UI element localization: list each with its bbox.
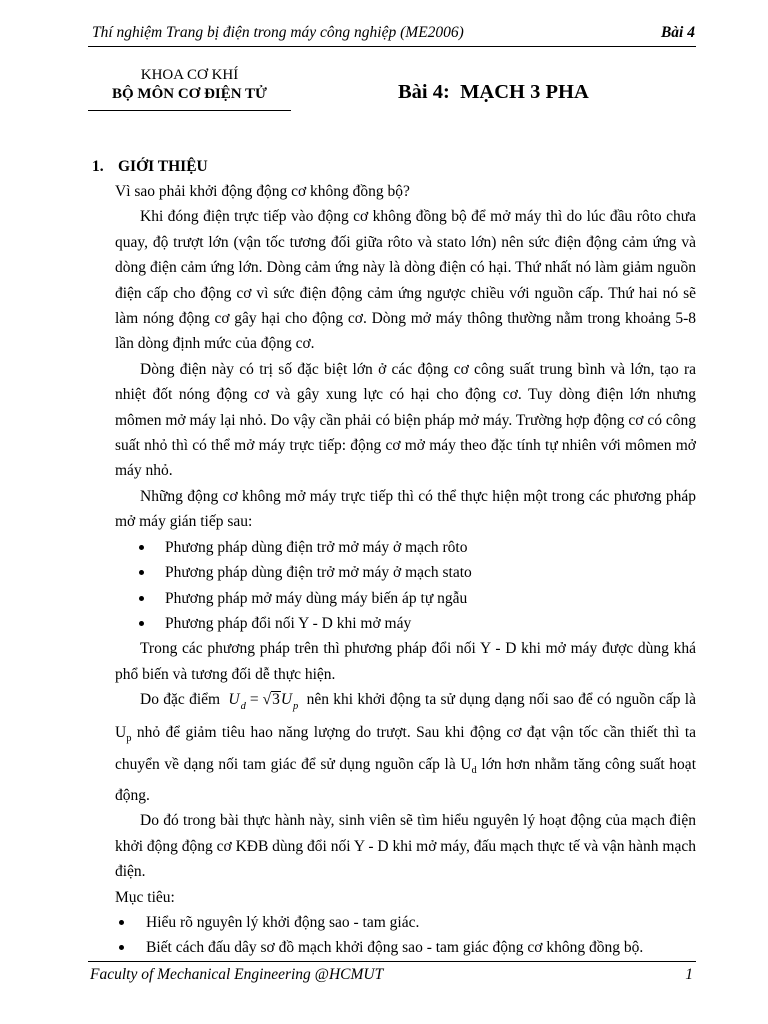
list-item (115, 535, 696, 560)
paragraph-1: Khi đóng điện trực tiếp vào động cơ không đồng bộ để mở máy thì do lúc đầu rôto chưa quay, độ trượt lớn (vận tốc tương đối giữa rôto và stato lớn) nên sức điện động cảm ứng và dòng điện cảm ứng lớn. Dòng cảm ứng này là dòng điện có hại. Thứ nhất nó làm giảm nguồn điện cấp cho động cơ vì sức điện động cảm ứng ngược chiều với nguồn cấp. Thứ hai nó sẽ làm nóng động cơ gây hại cho động cơ. Dòng mở máy thông thường nằm trong khoảng 5-8 lần dòng định mức của động cơ. (115, 208, 696, 353)
starting-methods-list (115, 535, 696, 637)
footer-divider (88, 961, 696, 962)
symbol-subscript: d (471, 764, 477, 776)
objective-text: Biết cách đấu dây sơ đồ mạch khởi động sao - tam giác động cơ không đồng bộ. (146, 939, 644, 957)
lesson-number: Bài 4 (660, 24, 695, 41)
line-voltage-formula (224, 687, 302, 720)
faculty-name: KHOA CƠ KHÍ (140, 67, 239, 83)
method-text: Phương pháp dùng điện trở mở máy ở mạch stato (165, 564, 472, 582)
paragraph-3: Những động cơ không mở máy trực tiếp thì có thể thực hiện một trong các phương pháp mở máy gián tiếp sau: (115, 487, 696, 531)
page-number: 1 (685, 966, 693, 983)
method-text: Phương pháp mở máy dùng máy biến áp tự ngẫu (165, 589, 468, 607)
formula-var-right: U (280, 691, 293, 709)
paragraph-6: Do đó trong bài thực hành này, sinh viên sẽ tìm hiểu nguyên lý hoạt động của mạch điện khởi động động cơ KĐB dùng đổi nối Y - D khi mở máy, đấu mạch thực tế và vận hành mạch điện. (115, 812, 696, 881)
method-text: Phương pháp đổi nối Y - D khi mở máy (165, 614, 412, 632)
bullet-icon (139, 621, 144, 626)
section-title: GIỚI THIỆU (118, 158, 208, 175)
department-name: BỘ MÔN CƠ ĐIỆN TỬ (111, 86, 267, 102)
list-item (115, 910, 696, 935)
objectives-label: Mục tiêu: (115, 888, 175, 906)
formula-radical: √ (262, 691, 272, 709)
course-title: Thí nghiệm Trang bị điện trong máy công nghiệp (ME2006) (92, 24, 464, 41)
running-header (92, 23, 695, 43)
formula-equals: = (249, 691, 259, 709)
list-item (115, 611, 696, 636)
main-content (92, 155, 697, 957)
formula-var-left: U (228, 691, 240, 709)
list-item (115, 560, 696, 585)
paragraph-5-part-1: nên khi khởi động ta sử dụng dạng nối sao để có nguồn cấp là (306, 691, 696, 709)
paragraph-2: Dòng điện này có trị số đặc biệt lớn ở các động cơ công suất trung bình và lớn, tạo ra nhiệt đốt nóng động cơ và gây xung lực có hại cho động cơ. Tuy dòng điện lớn nhưng mômen mở máy lại nhỏ. Do vậy cần phải có biện pháp mở máy. Trường hợp động cơ có công suất nhỏ thì có thể mở máy trực tiếp: động cơ mở máy theo đặc tính tự nhiên với mômen mở máy nhỏ. (115, 360, 696, 480)
bullet-icon (119, 920, 124, 925)
paragraph-5 (115, 687, 696, 808)
department-underline (88, 110, 291, 111)
list-item (115, 935, 696, 960)
symbol-letter: U (115, 724, 127, 742)
formula-sub-left: d (240, 701, 246, 713)
running-footer (90, 965, 695, 985)
intro-question: Vì sao phải khởi động động cơ không đồng bộ? (115, 183, 410, 200)
symbol-phase-voltage (115, 724, 132, 745)
bullet-icon (139, 545, 144, 550)
section-heading (92, 155, 696, 179)
symbol-letter: U (460, 755, 472, 773)
bullet-icon (139, 596, 144, 601)
paragraph-5-lead: Do đặc điểm (140, 691, 221, 709)
list-item (115, 586, 696, 611)
symbol-line-voltage (460, 755, 477, 776)
section-number: 1. (92, 158, 104, 175)
paragraph-5-part-2: nhỏ để giảm tiêu hao năng lượng do trượt. Sau khi động cơ đạt vận tốc cần thiết thì ta chuyển về dạng nối tam giác để sử dụng nguồn cấp là (115, 724, 697, 773)
objectives-list (115, 910, 696, 961)
symbol-subscript: p (126, 733, 132, 745)
footer-text: Faculty of Mechanical Engineering @HCMUT (90, 966, 384, 983)
bullet-icon (139, 570, 144, 575)
header-divider (88, 46, 696, 47)
department-block (88, 66, 291, 104)
method-text: Phương pháp dùng điện trở mở máy ở mạch rôto (165, 538, 468, 556)
bullet-icon (119, 945, 124, 950)
formula-radicand: 3 (272, 691, 280, 709)
paragraph-5-part-3: lớn hơn nhằm tăng công suất hoạt động. (115, 755, 696, 804)
lab-title: Bài 4: MẠCH 3 PHA (398, 81, 589, 103)
objective-text: Hiểu rõ nguyên lý khởi động sao - tam giác. (146, 913, 420, 931)
paragraph-4: Trong các phương pháp trên thì phương pháp đổi nối Y - D khi mở máy được dùng khá phổ biến và tương đối dễ thực hiện. (115, 640, 696, 683)
formula-sub-right: p (293, 701, 299, 713)
